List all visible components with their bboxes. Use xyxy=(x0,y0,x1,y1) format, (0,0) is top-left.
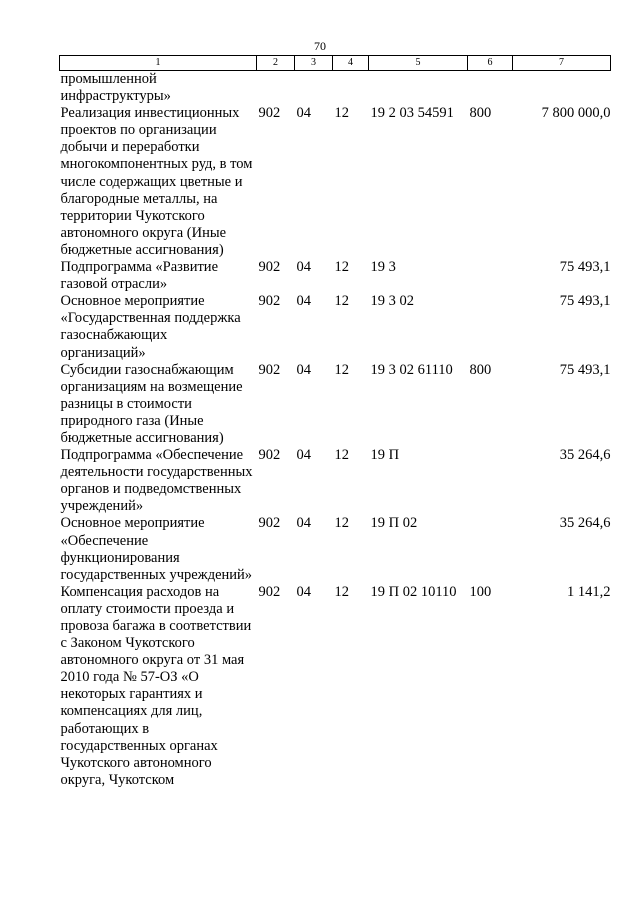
table-row xyxy=(60,259,611,293)
row-amount: 75 493,1 xyxy=(559,293,611,310)
row-ministry xyxy=(257,71,295,106)
row-expense-type xyxy=(468,447,513,515)
header-col-6: 6 xyxy=(468,56,513,71)
row-subsection: 12 xyxy=(334,361,349,378)
row-ministry: 902 xyxy=(258,259,281,276)
header-col-4: 4 xyxy=(333,56,369,71)
table-header-row xyxy=(60,56,611,71)
table-row xyxy=(60,447,611,515)
row-name: Компенсация расходов на оплату стоимости проезда и провоза багажа в соответствии с Законом Чукотского автономного округа от 31 мая 2010 года № 57-ОЗ «О некоторых гарантиях и компенсациях для лиц, работающих в государственных органах Чукотского автономного округа, Чукотском xyxy=(60,583,252,788)
table-row xyxy=(60,293,611,361)
row-ministry: 902 xyxy=(258,105,281,122)
header-col-2: 2 xyxy=(257,56,295,71)
row-section: 04 xyxy=(296,361,311,378)
row-target-article: 19 3 xyxy=(370,259,396,276)
row-expense-type xyxy=(468,515,513,583)
row-subsection: 12 xyxy=(334,293,349,310)
row-section: 04 xyxy=(296,583,311,600)
table-row xyxy=(60,515,611,583)
row-section: 04 xyxy=(296,515,311,532)
table-row xyxy=(60,105,611,259)
budget-table xyxy=(59,55,611,789)
row-target-article: 19 П 02 xyxy=(370,515,418,532)
table-row xyxy=(60,584,611,789)
row-amount xyxy=(513,71,611,106)
header-col-5: 5 xyxy=(369,56,468,71)
row-amount: 35 264,6 xyxy=(559,447,611,464)
row-section: 04 xyxy=(296,105,311,122)
row-name: Основное мероприятие «Государственная поддержка газоснабжающих организаций» xyxy=(60,293,241,361)
row-ministry: 902 xyxy=(258,293,281,310)
row-subsection: 12 xyxy=(334,515,349,532)
table-row xyxy=(60,362,611,447)
row-expense-type xyxy=(468,293,513,361)
row-amount: 1 141,2 xyxy=(567,583,611,600)
row-amount: 7 800 000,0 xyxy=(541,105,611,122)
row-amount: 75 493,1 xyxy=(559,259,611,276)
header-col-3: 3 xyxy=(295,56,333,71)
row-ministry: 902 xyxy=(258,583,281,600)
row-target-article: 19 П xyxy=(370,447,400,464)
row-name: Субсидии газоснабжающим организациям на возмещение разницы в стоимости природного газа (Иные бюджетные ассигнования) xyxy=(60,361,243,446)
row-name: Подпрограмма «Развитие газовой отрасли» xyxy=(60,259,219,293)
header-col-1: 1 xyxy=(60,56,257,71)
row-ministry: 902 xyxy=(258,515,281,532)
row-expense-type: 100 xyxy=(469,583,492,600)
row-target-article xyxy=(369,71,468,106)
row-expense-type xyxy=(468,71,513,106)
row-section: 04 xyxy=(296,447,311,464)
row-name: Основное мероприятие «Обеспечение функционирования государственных учреждений» xyxy=(60,515,253,583)
row-section xyxy=(295,71,333,106)
row-amount: 35 264,6 xyxy=(559,515,611,532)
row-section: 04 xyxy=(296,259,311,276)
row-expense-type: 800 xyxy=(469,105,492,122)
row-section: 04 xyxy=(296,293,311,310)
row-amount: 75 493,1 xyxy=(559,361,611,378)
header-col-7: 7 xyxy=(513,56,611,71)
row-name: Подпрограмма «Обеспечение деятельности государственных органов и подведомственных учреждений» xyxy=(60,447,253,515)
row-name: промышленной инфраструктуры» xyxy=(60,71,171,105)
row-target-article: 19 2 03 54591 xyxy=(370,105,454,122)
table-row xyxy=(60,71,611,106)
row-subsection xyxy=(333,71,369,106)
row-subsection: 12 xyxy=(334,105,349,122)
page-number: 70 xyxy=(314,39,326,53)
row-subsection: 12 xyxy=(334,259,349,276)
row-ministry: 902 xyxy=(258,361,281,378)
row-ministry: 902 xyxy=(258,447,281,464)
row-target-article: 19 П 02 10110 xyxy=(370,583,457,600)
row-expense-type: 800 xyxy=(469,361,492,378)
row-name: Реализация инвестиционных проектов по организации добычи и переработки многокомпонентных руд, в том числе содержащих цветные и благородные металлы, на территории Чукотского автономного округа (Иные бюджетные ассигнования) xyxy=(60,105,253,258)
row-expense-type xyxy=(468,259,513,293)
row-target-article: 19 3 02 xyxy=(370,293,414,310)
row-target-article: 19 3 02 61110 xyxy=(370,361,453,378)
row-subsection: 12 xyxy=(334,447,349,464)
row-subsection: 12 xyxy=(334,583,349,600)
